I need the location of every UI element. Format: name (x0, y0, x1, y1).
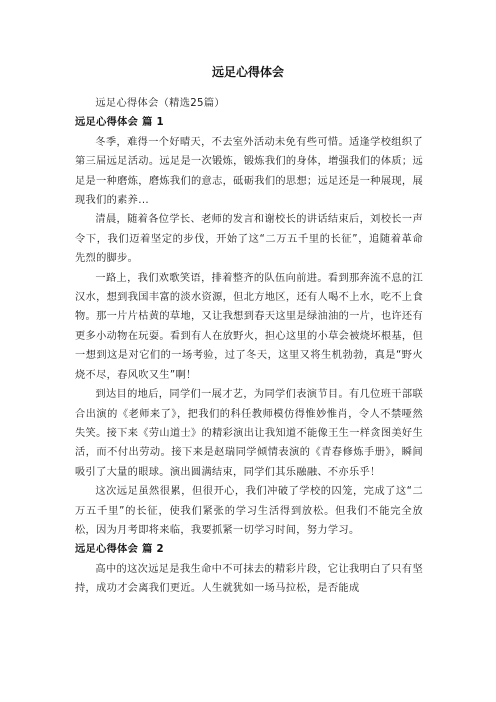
paragraph: 冬季，难得一个好晴天，不去室外活动未免有些可惜。适逢学校组织了第三届远足活动。远足是一次锻炼，锻炼我们的身体，增强我们的体质；远足是一种磨炼，磨炼我们的意志，砥砺我们的思想；远足还是一种展现，展现我们的素养... (75, 136, 423, 207)
paragraph: 到达目的地后，同学们一展才艺，为同学们表演节目。有几位班干部联合出演的《老师来了》，把我们的科任教师模仿得惟妙惟肖，令人不禁哑然失笑。接下来《劳山道士》的精彩演出让我知道不能像王生一样贪图美好生活，而不付出劳动。接下来是赵瑞同学倾情表演的《青春修炼手册》，瞬间吸引了大量的眼球。演出圆满结束，同学们其乐融融、不亦乐乎！ (75, 389, 423, 478)
paragraph: 高中的这次远足是我生命中不可抹去的精彩片段，它让我明白了只有坚持，成功才会离我们更近。人生就犹如一场马拉松，是否能成 (75, 563, 423, 595)
section-heading: 远足心得体会 篇 2 (75, 544, 164, 556)
paragraph: 清晨，随着各位学长、老师的发言和谢校长的讲话结束后，刘校长一声令下，我们迈着坚定的步伐，开始了这“二万五千里的长征”，追随着革命先烈的脚步。 (75, 214, 423, 265)
section-heading: 远足心得体会 篇 1 (75, 117, 164, 129)
paragraph: 一路上，我们欢歌笑语，排着整齐的队伍向前进。看到那奔流不息的江汉水，想到我国丰富的淡水资源，但北方地区，还有人喝不上水，吃不上食物。那一片片枯黄的草地，又让我想到春天这里是绿油油的一片，也许还有更多小动物在玩耍。看到有人在放野火，担心这里的小草会被烧坏根基，但一想到这是对它们的一场考验，过了冬天，这里又将生机勃勃，真是“野火烧不尽，春风吹又生”啊！ (75, 272, 423, 381)
document-body (75, 94, 423, 599)
document-subtitle: 远足心得体会（精选25篇） (95, 98, 225, 109)
paragraph: 这次远足虽然很累，但很开心，我们冲破了学校的囚笼，完成了这“二万五千里”的长征，使我们紧张的学习生活得到放松。但我们不能完全放松，因为月考即将来临，我要抓紧一切学习时间，努力学习。 (75, 486, 423, 536)
document-title: 远足心得体会 (211, 65, 284, 79)
